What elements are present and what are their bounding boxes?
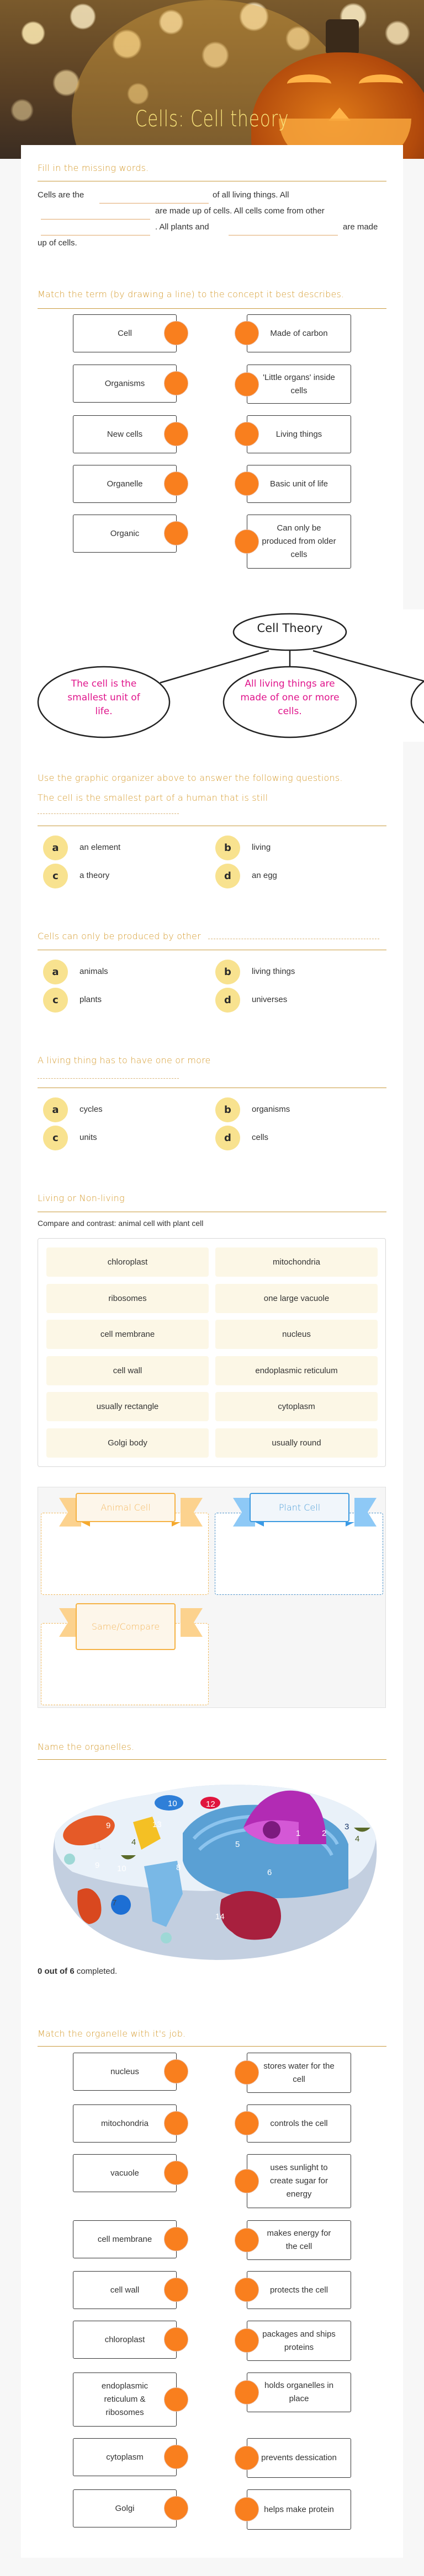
heading-divider [38, 308, 386, 309]
fill-in-line-1 [38, 187, 84, 203]
option-a-badge[interactable]: a [43, 960, 68, 984]
match-organelle-left[interactable]: Golgi [73, 2489, 177, 2527]
drop-zones-container [38, 1487, 386, 1708]
organelle-label: 3 [344, 1822, 349, 1831]
option-b-text[interactable]: organisms [252, 1105, 290, 1114]
section-heading-living: Living or Non-living [38, 1193, 125, 1203]
heading-divider [38, 2046, 386, 2047]
option-b-text[interactable]: living things [252, 967, 295, 976]
draggable-tile[interactable]: mitochondria [215, 1247, 378, 1277]
match-connector-dot[interactable] [164, 2327, 188, 2352]
section-heading-organelles: Name the organelles. [38, 1742, 135, 1752]
match-connector-dot[interactable] [164, 2496, 188, 2520]
fill-in-text-2: of all living things. All [213, 190, 289, 200]
fill-in-text-5: are made [343, 222, 378, 232]
page-title: Cells: Cell theory [135, 106, 289, 132]
section-heading-match-jobs: Match the organelle with it's job. [38, 2028, 186, 2039]
match-connector-dot[interactable] [235, 2380, 259, 2404]
match-connector-dot[interactable] [164, 422, 188, 446]
draggable-tile[interactable]: one large vacuole [215, 1284, 378, 1313]
pumpkin-eye-left [287, 74, 331, 93]
progress-status [38, 1967, 117, 1976]
match-connector-dot[interactable] [164, 472, 188, 496]
fill-in-text-3: are made up of cells. All cells come from other [155, 206, 325, 216]
organelle-label: 9 [95, 1861, 100, 1870]
match-job-right[interactable]: protects the cell [247, 2271, 351, 2309]
option-d-text[interactable]: an egg [252, 871, 277, 880]
same-compare-label: Same/Compare [76, 1603, 176, 1650]
match-job-right[interactable]: makes energy for the cell [247, 2220, 351, 2260]
match-job-right[interactable]: uses sunlight to create sugar for energy [247, 2154, 351, 2208]
draggable-tile[interactable]: chloroplast [46, 1247, 209, 1277]
organelle-label: 2 [322, 1829, 327, 1838]
match-connector-dot[interactable] [235, 422, 259, 446]
match-connector-dot[interactable] [235, 2497, 259, 2521]
match-connector-dot[interactable] [235, 321, 259, 345]
match-term-left[interactable]: Organelle [73, 465, 177, 503]
match-connector-dot[interactable] [164, 321, 188, 345]
option-c-text[interactable]: units [80, 1133, 97, 1142]
organelle-label: 9 [106, 1821, 111, 1830]
pumpkin-stem-image [326, 19, 359, 53]
option-c-text[interactable]: a theory [80, 871, 110, 880]
organizer-node-1: The cell is the smallest unit of life. [67, 678, 140, 717]
pumpkin-eye-right [359, 74, 403, 93]
option-b-badge[interactable]: b [215, 836, 240, 860]
option-b-badge[interactable]: b [215, 960, 240, 984]
match-jobs-section [21, 1991, 403, 2558]
organelle-label: 10 [117, 1864, 126, 1873]
option-d-text[interactable]: cells [252, 1133, 269, 1142]
match-job-right[interactable]: controls the cell [247, 2104, 351, 2143]
match-term-left[interactable]: Organisms [73, 365, 177, 403]
organelle-label: 7 [112, 1898, 117, 1908]
match-organelle-left[interactable]: cytoplasm [73, 2438, 177, 2476]
fill-in-text-4: . All plants and [155, 222, 209, 232]
match-organelle-left[interactable]: cell membrane [73, 2220, 177, 2258]
match-connector-dot[interactable] [164, 521, 188, 545]
draggable-tile[interactable]: nucleus [215, 1320, 378, 1349]
question-text: Cells can only be produced by other [38, 931, 201, 941]
match-connector-dot[interactable] [235, 2278, 259, 2302]
draggable-tile[interactable]: cytoplasm [215, 1392, 378, 1421]
fill-in-text-6: up of cells. [38, 238, 77, 248]
match-concept-right[interactable]: Living things [247, 415, 351, 453]
option-d-badge[interactable]: d [215, 988, 240, 1013]
draggable-tile[interactable]: cell wall [46, 1356, 209, 1385]
organelle-label: 6 [267, 1868, 272, 1877]
quiz-instruction: Use the graphic organizer above to answer the following questions. [38, 773, 343, 783]
draggable-tile[interactable]: Golgi body [46, 1428, 209, 1458]
match-organelle-left[interactable]: cell wall [73, 2271, 177, 2309]
animal-cell-label: Animal Cell [76, 1493, 176, 1522]
match-term-left[interactable]: Cell [73, 314, 177, 352]
option-c-badge[interactable]: c [43, 988, 68, 1013]
cell-theory-organizer [22, 609, 424, 742]
option-a-badge[interactable]: a [43, 1097, 68, 1122]
match-concept-right[interactable]: Can only be produced from older cells [247, 515, 351, 569]
match-connector-dot[interactable] [235, 2446, 259, 2470]
option-d-badge[interactable]: d [215, 1126, 240, 1150]
match-connector-dot[interactable] [164, 2227, 188, 2251]
progress-count: 0 out of 6 [38, 1967, 75, 1976]
quiz-question-2 [38, 931, 379, 941]
match-term-left[interactable]: New cells [73, 415, 177, 453]
option-c-text[interactable]: plants [80, 995, 102, 1004]
organelle-label: 4 [355, 1834, 360, 1844]
match-connector-dot[interactable] [235, 2328, 259, 2353]
match-job-right[interactable]: stores water for the cell [247, 2053, 351, 2093]
match-connector-dot[interactable] [235, 372, 259, 397]
organizer-node-2: All living things are made of one or more cells. [240, 678, 340, 717]
match-organelle-left[interactable]: nucleus [73, 2053, 177, 2091]
option-d-text[interactable]: universes [252, 995, 288, 1004]
match-job-right[interactable]: packages and ships proteins [247, 2321, 351, 2361]
match-concept-right[interactable]: Basic unit of life [247, 465, 351, 503]
quiz-question-1: The cell is the smallest part of a human that is still [38, 792, 268, 803]
organelle-label: 14 [215, 1912, 225, 1921]
draggable-tile[interactable]: usually rectangle [46, 1392, 209, 1421]
match-connector-dot[interactable] [235, 2169, 259, 2193]
organizer-root-label: Cell Theory [257, 622, 323, 635]
answer-blank-3 [38, 1078, 179, 1079]
organelle-section [21, 1737, 403, 1991]
organelle-label: 8 [176, 1863, 181, 1872]
organelle-label: 10 [168, 1799, 177, 1808]
fill-text: Cells are the [38, 190, 84, 200]
option-b-badge[interactable]: b [215, 1097, 240, 1122]
progress-suffix: completed. [74, 1967, 118, 1976]
draggable-tile[interactable]: ribosomes [46, 1284, 209, 1313]
option-c-badge[interactable]: c [43, 1126, 68, 1150]
answer-blank-1 [38, 813, 179, 814]
match-connector-dot[interactable] [235, 2111, 259, 2135]
option-a-text[interactable]: cycles [80, 1105, 103, 1114]
match-connector-dot[interactable] [235, 2060, 259, 2085]
match-organelle-left[interactable]: mitochondria [73, 2104, 177, 2143]
draggable-tile[interactable]: endoplasmic reticulum [215, 1356, 378, 1385]
match-job-right[interactable]: helps make protein [247, 2489, 351, 2530]
option-a-badge[interactable]: a [43, 836, 68, 860]
match-connector-dot[interactable] [164, 2059, 188, 2084]
match-connector-dot[interactable] [164, 2111, 188, 2135]
match-connector-dot[interactable] [164, 2161, 188, 2185]
match-connector-dot[interactable] [164, 2278, 188, 2302]
draggable-tile[interactable]: usually round [215, 1428, 378, 1458]
compare-instruction: Compare and contrast: animal cell with plant cell [38, 1219, 204, 1228]
match-connector-dot[interactable] [164, 2387, 188, 2412]
organelle-label: 11 [93, 1842, 102, 1851]
match-connector-dot[interactable] [235, 472, 259, 496]
quiz-question-3: A living thing has to have one or more [38, 1055, 211, 1065]
draggable-tile[interactable]: cell membrane [46, 1320, 209, 1349]
option-a-text[interactable]: animals [80, 967, 108, 976]
option-d-badge[interactable]: d [215, 864, 240, 888]
match-organelle-left[interactable]: chloroplast [73, 2321, 177, 2359]
organelle-label: 4 [131, 1838, 136, 1847]
heading-divider [38, 1759, 386, 1760]
sorting-tiles-container [38, 1238, 386, 1467]
match-organelle-left[interactable]: vacuole [73, 2154, 177, 2192]
organelle-label: 12 [206, 1800, 215, 1809]
match-concept-right[interactable]: Made of carbon [247, 314, 351, 352]
match-connector-dot[interactable] [235, 529, 259, 554]
match-organelle-left[interactable]: endoplasmic reticulum & ribosomes [73, 2373, 177, 2427]
match-term-left[interactable]: Organic [73, 515, 177, 553]
match-job-right[interactable]: holds organelles in place [247, 2373, 351, 2412]
match-connector-dot[interactable] [164, 2445, 188, 2469]
match-job-right[interactable]: prevents dessication [247, 2438, 351, 2478]
option-a-text[interactable]: an element [80, 843, 121, 852]
section-heading-match-terms: Match the term (by drawing a line) to the concept it best describes. [38, 289, 344, 299]
organelle-label: 1 [296, 1829, 301, 1838]
match-connector-dot[interactable] [235, 2228, 259, 2252]
organelle-label: 5 [235, 1840, 240, 1849]
organelle-label: 13 [152, 1820, 162, 1829]
header-banner [0, 0, 424, 159]
match-connector-dot[interactable] [164, 371, 188, 395]
match-concept-right[interactable]: 'Little organs' inside cells [247, 365, 351, 404]
section-heading-fill-in: Fill in the missing words. [38, 163, 149, 173]
plant-cell-label: Plant Cell [250, 1493, 349, 1522]
option-c-badge[interactable]: c [43, 864, 68, 888]
option-b-text[interactable]: living [252, 843, 271, 852]
